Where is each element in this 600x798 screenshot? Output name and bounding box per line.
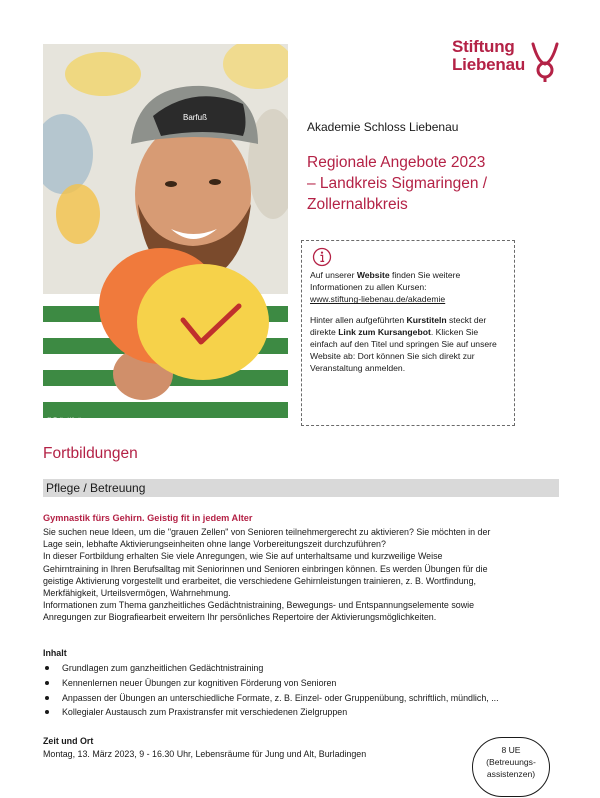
info-icon	[312, 247, 332, 267]
hero-photo	[43, 44, 288, 428]
list-item-text: Grundlagen zum ganzheitlichen Gedächtnistraining	[62, 663, 264, 673]
section-title: Fortbildungen	[43, 445, 138, 462]
description-line: Merkfähigkeit, Urteilsvermögen, Wahrnehmung.	[43, 588, 231, 599]
ue-badge	[472, 737, 550, 797]
description-line: Informationen zum Thema ganzheitliches Gedächtnistraining, Bewegungs- und Entspannungselemente sowie	[43, 600, 475, 611]
region-title-line-1: Regionale Angebote 2023	[307, 154, 486, 171]
list-item	[43, 691, 499, 706]
list-item	[43, 705, 499, 720]
liebenau-logo-mark-icon	[530, 40, 560, 82]
stiftung-liebenau-logo	[452, 38, 562, 90]
info-paragraph-website	[310, 269, 506, 306]
region-title-line-3: Zollernalbkreis	[307, 196, 408, 213]
info-bold-link: Link zum Kursangebot	[338, 326, 431, 337]
photo-illustration	[43, 44, 288, 428]
description-line: Sie suchen neue Ideen, um die "grauen Zellen" von Senioren teilnehmergerecht zu aktivieren? Sie möchten in der	[43, 527, 491, 537]
ue-badge-line: (Betreuungs-	[486, 757, 536, 767]
academy-link[interactable]: www.stiftung-liebenau.de/akademie	[310, 294, 446, 305]
bullet-icon	[45, 710, 49, 714]
ue-badge-line: assistenzen)	[486, 769, 536, 779]
info-text: steckt der direkte	[310, 314, 487, 337]
info-text: Auf unserer	[310, 270, 357, 280]
course-description	[43, 526, 563, 624]
bullet-icon	[45, 696, 49, 700]
list-item-text: Anpassen der Übungen an unterschiedliche Formate, z. B. Einzel- oder Gruppenübung, schriftlich, mündlich, ...	[62, 692, 499, 703]
region-title	[307, 152, 557, 215]
list-item-text: Kollegialer Austausch zum Praxistransfer mit verschiedenen Zielgruppen	[62, 707, 348, 718]
description-line: geistige Aktivierung vorgestellt und erarbeitet, die verschiedene Gehirnleistungen trainieren, z. B. Wortfindung,	[43, 575, 476, 586]
zeit-text: Montag, 13. März 2023, 9 - 16.30 Uhr, Lebensräume für Jung und Alt, Burladingen	[43, 749, 367, 759]
ue-badge-line: 8 UE	[501, 745, 521, 755]
category-bar: Pflege / Betreuung	[43, 479, 559, 497]
info-bold-website: Website	[356, 270, 390, 280]
list-item	[43, 676, 499, 691]
bullet-icon	[45, 666, 49, 670]
photo-credit: © Felix Kästle	[47, 418, 85, 424]
list-item	[43, 661, 499, 676]
inhalt-list	[43, 661, 499, 720]
logo-wordmark	[452, 38, 525, 74]
description-line: Gehirntraining in Ihren Berufsalltag mit Seniorinnen und Senioren einbringen können. Es werden Übungen für die	[43, 563, 488, 574]
bullet-icon	[45, 681, 49, 685]
description-line: Lage sein, lebhafte Aktivierungseinheiten ohne lange Vorbereitungszeit durchzuführen?	[43, 539, 386, 550]
logo-line-2: Liebenau	[452, 55, 526, 74]
description-line: In dieser Fortbildung erhalten Sie viele Anregungen, wie Sie auf unterhaltsame und kurzweilige Weise	[43, 551, 443, 562]
zeit-heading: Zeit und Ort	[43, 736, 94, 746]
info-paragraph-links	[310, 314, 506, 375]
info-text: Hinter allen aufgeführten	[310, 314, 407, 325]
region-title-line-2: – Landkreis Sigmaringen /	[307, 175, 488, 192]
list-item-text: Kennenlernen neuer Übungen zur kognitiven Förderung von Senioren	[62, 677, 337, 688]
inhalt-heading: Inhalt	[43, 648, 67, 658]
info-bold-kurstiteln: Kurstiteln	[406, 314, 447, 325]
cap-label: Barfuß	[182, 113, 208, 122]
info-box	[301, 240, 515, 426]
logo-line-1: Stiftung	[452, 37, 515, 56]
academy-name: Akademie Schloss Liebenau	[307, 120, 459, 134]
info-text: . Klicken Sie einfach auf den Titel und springen Sie auf unsere Website ab: Dort können Sie sich direkt zur Veranstaltung anmelden.	[310, 326, 497, 374]
course-title-link[interactable]: Gymnastik fürs Gehirn. Geistig fit in jedem Alter	[43, 513, 253, 523]
description-line: Anregungen zur Biografiearbeit erweitern Ihr persönliches Repertoire der Aktivierungsmöglichkeiten.	[43, 612, 437, 623]
info-text: finden Sie weitere Informationen zu allen Kursen:	[310, 270, 461, 293]
